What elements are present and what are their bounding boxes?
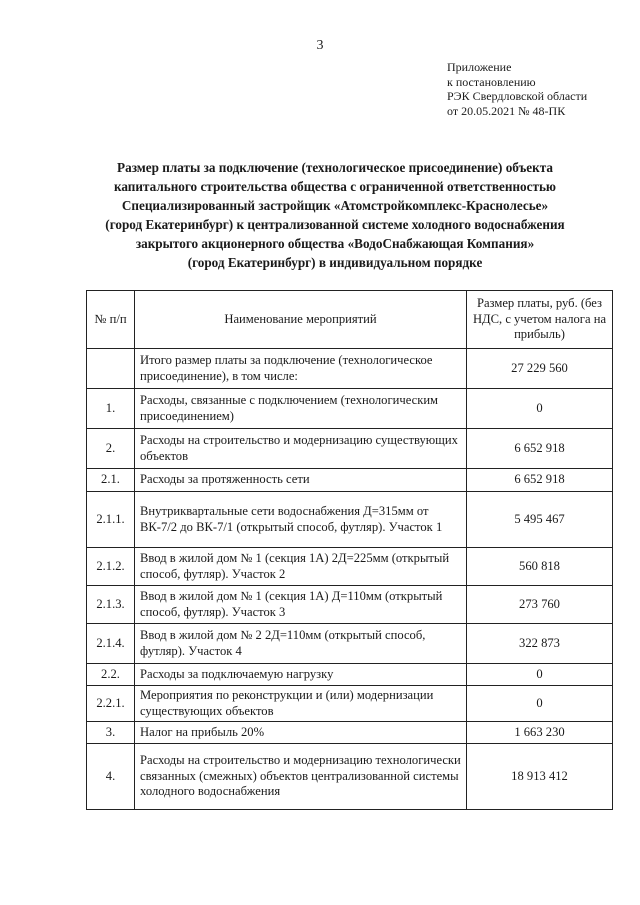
title-line: (город Екатеринбург) к централизованной системе холодного водоснабжения (105, 217, 565, 232)
row-value: 322 873 (467, 624, 613, 664)
table-row (87, 664, 613, 686)
appendix-block (447, 60, 587, 118)
row-name: Расходы за протяженность сети (135, 469, 467, 492)
appendix-line: РЭК Свердловской области (447, 89, 588, 103)
row-name: Налог на прибыль 20% (135, 722, 467, 744)
header-value: Размер платы, руб. (без НДС, с учетом налога на прибыль) (467, 291, 613, 349)
header-num: № п/п (87, 291, 135, 349)
row-num: 2.1.3. (87, 586, 135, 624)
table-row (87, 349, 613, 389)
row-name: Ввод в жилой дом № 2 2Д=110мм (открытый способ, футляр). Участок 4 (135, 624, 467, 664)
row-name: Расходы на строительство и модернизацию существующих объектов (135, 429, 467, 469)
appendix-line: Приложение (447, 60, 512, 74)
row-value: 6 652 918 (467, 469, 613, 492)
table-row (87, 389, 613, 429)
title-line: Размер платы за подключение (технологическое присоединение) объекта (117, 160, 553, 175)
row-name: Расходы за подключаемую нагрузку (135, 664, 467, 686)
row-value: 0 (467, 664, 613, 686)
row-value: 273 760 (467, 586, 613, 624)
row-num: 2.2. (87, 664, 135, 686)
table-row (87, 492, 613, 548)
row-num: 2.1.2. (87, 548, 135, 586)
appendix-line: к постановлению (447, 74, 536, 89)
row-value: 5 495 467 (467, 492, 613, 548)
row-name: Расходы на строительство и модернизацию технологически связанных (смежных) объектов централизованной системы холодного водоснабжения (135, 744, 467, 810)
header-name: Наименование мероприятий (135, 291, 467, 349)
row-value: 6 652 918 (467, 429, 613, 469)
row-num: 4. (87, 744, 135, 810)
table-row (87, 624, 613, 664)
row-num: 1. (87, 389, 135, 429)
row-value: 0 (467, 389, 613, 429)
row-value: 18 913 412 (467, 744, 613, 810)
table-row (87, 548, 613, 586)
title-line: (город Екатеринбург) в индивидуальном порядке (187, 255, 483, 270)
table-row (87, 586, 613, 624)
table-header-row (87, 291, 613, 349)
row-name: Мероприятия по реконструкции и (или) модернизации существующих объектов (135, 686, 467, 722)
row-name: Расходы, связанные с подключением (технологическим присоединением) (135, 389, 467, 429)
table-row (87, 469, 613, 492)
table-row (87, 686, 613, 722)
table-row (87, 429, 613, 469)
row-name: Внутриквартальные сети водоснабжения Д=315мм от ВК-7/2 до ВК-7/1 (открытый способ, футляр). Участок 1 (135, 492, 467, 548)
row-name: Ввод в жилой дом № 1 (секция 1А) 2Д=225мм (открытый способ, футляр). Участок 2 (135, 548, 467, 586)
row-value: 27 229 560 (467, 349, 613, 389)
row-num: 2. (87, 429, 135, 469)
row-num (87, 349, 135, 389)
row-value: 560 818 (467, 548, 613, 586)
title-line: капитального строительства общества с ограниченной ответственностью (113, 179, 557, 194)
row-num: 2.1.1. (87, 492, 135, 548)
row-num: 2.1.4. (87, 624, 135, 664)
title-line: закрытого акционерного общества «ВодоСнабжающая Компания» (135, 236, 535, 251)
appendix-line: от 20.05.2021 № 48-ПК (447, 103, 566, 118)
title-line: Специализированный застройщик «Атомстройкомплекс-Краснолесье» (121, 198, 549, 213)
row-name: Итого размер платы за подключение (технологическое присоединение), в том числе: (135, 349, 467, 389)
row-value: 1 663 230 (467, 722, 613, 744)
document-title (60, 158, 610, 272)
row-num: 3. (87, 722, 135, 744)
table-row (87, 744, 613, 810)
row-num: 2.2.1. (87, 686, 135, 722)
row-value: 0 (467, 686, 613, 722)
row-num: 2.1. (87, 469, 135, 492)
fee-table (86, 290, 613, 810)
table-row (87, 722, 613, 744)
page-number: 3 (316, 38, 324, 53)
row-name: Ввод в жилой дом № 1 (секция 1А) Д=110мм (открытый способ, футляр). Участок 3 (135, 586, 467, 624)
